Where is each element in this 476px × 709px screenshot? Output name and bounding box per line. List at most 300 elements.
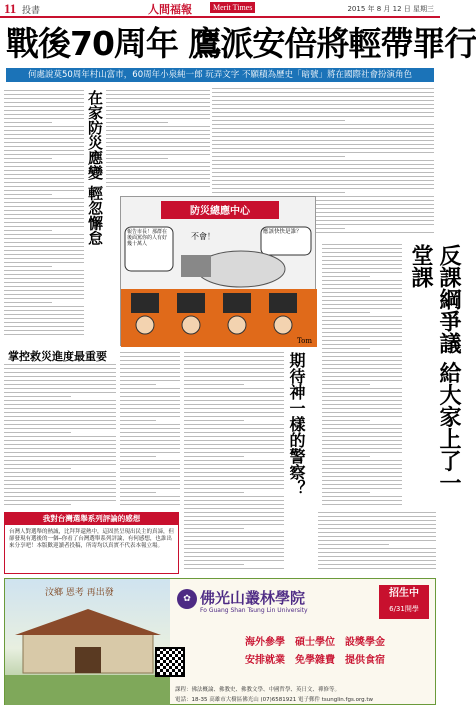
ad-contact-info: 電話：18-35 高雄市大樹區佛光山 (07)6581921 電子郵件 tsunglin.fgs.org.tw [175, 697, 374, 703]
text-line [184, 420, 244, 421]
text-line [184, 568, 284, 569]
text-line [322, 308, 402, 309]
text-line [120, 412, 180, 413]
text-line [212, 172, 434, 173]
text-line [322, 384, 370, 385]
text-line [212, 176, 434, 177]
text-line [4, 456, 116, 457]
text-line [4, 174, 84, 175]
text-line [184, 372, 284, 373]
text-line [322, 380, 402, 381]
text-line [184, 440, 284, 441]
text-line [120, 480, 180, 481]
text-line [4, 278, 84, 279]
text-line [184, 520, 284, 521]
text-line [4, 218, 84, 219]
text-line [322, 480, 402, 481]
text-line [106, 126, 210, 127]
text-line [4, 210, 84, 211]
ad-roof [15, 609, 161, 635]
text-line [120, 384, 156, 385]
text-line [4, 254, 84, 255]
ad-school-name: 佛光山叢林學院 [200, 589, 306, 607]
text-line [4, 94, 84, 95]
text-line [322, 460, 402, 461]
text-line [4, 400, 116, 401]
text-line [322, 292, 402, 293]
sub-headline: 何處說莫50周年村山富市，60周年小泉純一郎 玩弄文字 不願積為歷史「暗號」將在國際社會扮演角色 [6, 68, 434, 82]
text-line [4, 440, 116, 441]
section-label: 投書 [22, 6, 41, 16]
text-line [184, 428, 284, 429]
text-line [4, 464, 116, 465]
qr-code-icon[interactable] [155, 647, 185, 677]
cartoon-exclaim: 不會！ [191, 232, 215, 241]
text-line [4, 266, 52, 267]
text-line [4, 416, 116, 417]
text-line [120, 388, 180, 389]
text-line [322, 492, 370, 493]
text-line [4, 206, 84, 207]
text-line [4, 274, 84, 275]
text-line [4, 444, 116, 445]
text-line [4, 114, 84, 115]
text-line [120, 364, 180, 365]
text-line [4, 154, 84, 155]
text-line [322, 468, 402, 469]
text-line [212, 184, 434, 185]
text-line [322, 244, 402, 245]
text-line [4, 130, 84, 131]
text-line [120, 420, 156, 421]
text-line [184, 484, 284, 485]
text-line [322, 484, 402, 485]
text-line [184, 444, 284, 445]
text-line [212, 156, 345, 157]
text-line [120, 448, 180, 449]
text-line [322, 428, 402, 429]
text-line [212, 192, 345, 193]
text-line [318, 524, 436, 525]
text-line [322, 496, 402, 497]
text-line [4, 170, 84, 171]
text-line [106, 134, 210, 135]
ad-enrollment-badge [379, 585, 429, 619]
text-line [322, 424, 402, 425]
text-line [318, 560, 436, 561]
text-line [184, 376, 284, 377]
text-line [318, 552, 436, 553]
text-line [322, 416, 402, 417]
text-line [184, 368, 284, 369]
text-line [184, 400, 284, 401]
text-line [322, 448, 402, 449]
text-line [4, 186, 84, 187]
text-line [184, 560, 284, 561]
text-line [4, 142, 84, 143]
submission-call-title: 我對台灣選舉系列評論的感想 [5, 513, 178, 525]
text-line [4, 162, 84, 163]
text-line [4, 270, 84, 271]
submission-call-box [4, 512, 179, 574]
text-line [120, 464, 180, 465]
page-number: 11 [4, 1, 17, 16]
text-line [4, 222, 84, 223]
text-line [322, 472, 402, 473]
text-line [322, 264, 402, 265]
disaster-article-body-mid [106, 90, 210, 190]
textbook-article-title: 反課綱爭議 給大家上了一堂課 [408, 244, 461, 494]
text-line [120, 492, 156, 493]
text-line [4, 150, 84, 151]
text-line [4, 480, 116, 481]
cartoon-monitor-3 [223, 293, 251, 313]
text-line [322, 260, 402, 261]
text-line [4, 392, 116, 393]
text-line [120, 504, 180, 505]
cartoon-monitor-4 [269, 293, 297, 313]
text-line [4, 182, 84, 183]
text-line [322, 436, 402, 437]
text-line [184, 496, 284, 497]
text-line [322, 280, 402, 281]
text-line [184, 408, 284, 409]
text-line [212, 116, 434, 117]
text-line [4, 484, 116, 485]
text-line [4, 428, 116, 429]
text-line [4, 412, 116, 413]
text-line [4, 90, 84, 91]
text-line [322, 364, 402, 365]
text-line [322, 252, 402, 253]
ad-course-info: 課程：佛法概論、佛教史、佛教文學、中國哲學、英日文、禪修等。 [175, 687, 341, 693]
text-line [322, 316, 402, 317]
text-line [184, 480, 284, 481]
text-line [322, 304, 402, 305]
text-line [106, 186, 210, 187]
text-line [4, 326, 84, 327]
text-line [322, 248, 402, 249]
text-line [212, 108, 434, 109]
text-line [120, 440, 180, 441]
text-line [212, 136, 434, 137]
textbook-article-body-bottom [318, 512, 436, 574]
text-line [4, 452, 116, 453]
text-line [322, 324, 402, 325]
text-line [184, 476, 284, 477]
text-line [4, 238, 84, 239]
text-line [120, 488, 180, 489]
text-line [4, 500, 116, 501]
ad-badge-line1: 招生中 [389, 588, 419, 599]
police-article-title: 期待神一樣的警察？ [287, 352, 306, 496]
text-line [106, 166, 210, 167]
text-line [120, 376, 180, 377]
text-line [4, 330, 84, 331]
text-line [322, 408, 402, 409]
text-line [4, 286, 84, 287]
ad-door [75, 647, 101, 673]
text-line [318, 528, 436, 529]
text-line [106, 110, 210, 111]
text-line [184, 488, 284, 489]
text-line [106, 114, 210, 115]
text-line [184, 384, 244, 385]
text-line [4, 376, 116, 377]
text-line [4, 246, 84, 247]
disaster-article-body-bottom [4, 364, 116, 508]
text-line [4, 492, 116, 493]
text-line [322, 344, 402, 345]
text-line [106, 138, 210, 139]
text-line [120, 452, 180, 453]
text-line [106, 154, 210, 155]
cartoon-sign: 防災總應中心 [190, 206, 250, 217]
text-line [212, 188, 434, 189]
text-line [322, 272, 402, 273]
text-line [4, 364, 116, 365]
text-line [4, 432, 71, 433]
text-line [106, 118, 210, 119]
text-line [318, 536, 436, 537]
text-line [318, 564, 436, 565]
text-line [184, 412, 284, 413]
text-line [322, 440, 402, 441]
text-line [184, 564, 244, 565]
text-line [184, 548, 284, 549]
text-line [106, 150, 210, 151]
text-line [184, 424, 284, 425]
text-line [106, 182, 210, 183]
submission-call-text: 台灣人對選舉的熱誠，比拜拜還熱中，這固然呈現出民主的真諦，但卻發現有選後的一個─你看了台灣選舉系列評論，有何感想，也誰出來分享吧！本版歡迎讀者投稿，所寄均以真實不代表本報立場。 [9, 529, 175, 549]
text-line [184, 460, 284, 461]
text-line [4, 302, 52, 303]
cartoon-bubble-left-text: 報告市長！那群在後面罵你的人有好幾十萬人 [127, 229, 168, 247]
text-line [120, 444, 180, 445]
text-line [322, 444, 402, 445]
text-line [322, 500, 402, 501]
text-line [4, 234, 84, 235]
text-line [120, 436, 180, 437]
text-line [322, 368, 402, 369]
text-line [322, 332, 402, 333]
text-line [184, 396, 284, 397]
text-line [184, 544, 284, 545]
text-line [106, 146, 210, 147]
text-line [212, 140, 434, 141]
text-line [4, 476, 116, 477]
text-line [184, 352, 284, 353]
text-line [4, 214, 84, 215]
lotus-icon: ✿ [177, 589, 197, 609]
text-line [318, 532, 436, 533]
text-line [212, 88, 434, 89]
text-line [120, 400, 180, 401]
text-line [184, 464, 284, 465]
text-line [4, 122, 52, 123]
text-line [212, 180, 434, 181]
text-line [184, 492, 244, 493]
cartoon-signature: Tom [297, 337, 312, 345]
text-line [120, 352, 180, 353]
text-line [4, 408, 116, 409]
text-line [322, 284, 402, 285]
text-line [4, 282, 84, 283]
text-line [322, 320, 402, 321]
text-line [4, 126, 84, 127]
cartoon-monitor-1 [131, 293, 159, 313]
text-line [4, 138, 84, 139]
text-line [106, 98, 210, 99]
text-line [4, 460, 116, 461]
text-line [322, 296, 402, 297]
text-line [322, 356, 402, 357]
text-line [212, 148, 434, 149]
text-line [212, 144, 434, 145]
masthead [0, 0, 440, 18]
text-line [322, 276, 370, 277]
text-line [212, 112, 434, 113]
text-line [318, 544, 389, 545]
text-line [4, 322, 84, 323]
text-line [120, 460, 180, 461]
newspaper-logo-en: Merit Times [210, 2, 255, 13]
text-line [4, 230, 52, 231]
text-line [184, 536, 284, 537]
text-line [322, 268, 402, 269]
text-line [106, 170, 210, 171]
text-line [4, 166, 84, 167]
text-line [4, 178, 84, 179]
text-line [184, 360, 284, 361]
text-line [106, 106, 210, 107]
text-line [4, 298, 84, 299]
text-line [212, 100, 434, 101]
text-line [106, 174, 210, 175]
text-line [120, 392, 180, 393]
text-line [4, 420, 116, 421]
text-line [4, 404, 116, 405]
text-line [184, 556, 284, 557]
text-line [4, 198, 84, 199]
text-line [4, 226, 84, 227]
text-line [184, 532, 284, 533]
text-line [322, 456, 370, 457]
text-line [4, 314, 84, 315]
text-line [322, 256, 402, 257]
text-line [184, 472, 284, 473]
text-line [4, 158, 52, 159]
ad-benefits-line1: 海外參學 碩士學位 設獎學金 [245, 637, 385, 648]
text-line [212, 164, 434, 165]
text-line [106, 94, 210, 95]
ad-school-name-en: Fo Guang Shan Tsung Lin University [200, 607, 308, 614]
text-line [4, 190, 84, 191]
text-line [322, 360, 402, 361]
text-line [322, 400, 402, 401]
text-line [120, 380, 180, 381]
text-line [318, 516, 436, 517]
text-line [212, 104, 434, 105]
text-line [322, 288, 402, 289]
text-line [212, 168, 434, 169]
text-line [4, 318, 84, 319]
text-line [184, 540, 284, 541]
text-line [184, 404, 284, 405]
cartoon-vehicle [181, 255, 211, 277]
text-line [4, 372, 116, 373]
text-line [106, 122, 168, 123]
text-line [184, 388, 284, 389]
text-line [106, 162, 210, 163]
text-line [4, 310, 84, 311]
text-line [120, 500, 180, 501]
text-line [184, 524, 284, 525]
text-line [184, 512, 284, 513]
text-line [184, 380, 284, 381]
text-line [120, 356, 180, 357]
text-line [4, 388, 116, 389]
ad-lawn [5, 675, 170, 705]
cartoon-side-body [120, 352, 180, 508]
cartoon-figure-4 [274, 316, 292, 334]
text-line [212, 124, 434, 125]
text-line [4, 146, 84, 147]
text-line [120, 484, 180, 485]
disaster-article-title: 在家防災應變 輕忽懈怠 [86, 90, 104, 246]
text-line [184, 508, 284, 509]
text-line [4, 194, 52, 195]
text-line [120, 496, 180, 497]
text-line [4, 294, 84, 295]
text-line [322, 464, 402, 465]
text-line [120, 468, 180, 469]
text-line [318, 568, 436, 569]
editorial-cartoon [120, 196, 316, 346]
text-line [184, 416, 284, 417]
text-line [322, 452, 402, 453]
text-line [322, 392, 402, 393]
text-line [322, 404, 402, 405]
text-line [322, 336, 402, 337]
text-line [4, 106, 84, 107]
disaster-article-subtitle: 掌控救災進度最重要 [8, 350, 107, 363]
text-line [184, 392, 284, 393]
text-line [4, 448, 116, 449]
newspaper-logo: 人間福報 [148, 3, 192, 16]
text-line [120, 404, 180, 405]
cartoon-bubble-right-text: 應該快快是誰？ [263, 229, 302, 235]
text-line [120, 372, 180, 373]
text-line [322, 340, 402, 341]
text-line [4, 262, 84, 263]
text-line [212, 160, 434, 161]
text-line [322, 396, 402, 397]
text-line [4, 436, 116, 437]
text-line [212, 96, 434, 97]
text-line [318, 540, 436, 541]
main-headline: 戰後70周年 鷹派安倍將輕帶罪行 [6, 24, 476, 63]
text-line [322, 420, 370, 421]
text-line [120, 432, 180, 433]
text-line [212, 120, 345, 121]
cartoon-figure-1 [136, 316, 154, 334]
text-line [4, 504, 71, 505]
text-line [4, 242, 84, 243]
text-line [184, 468, 284, 469]
text-line [184, 452, 284, 453]
text-line [4, 368, 116, 369]
